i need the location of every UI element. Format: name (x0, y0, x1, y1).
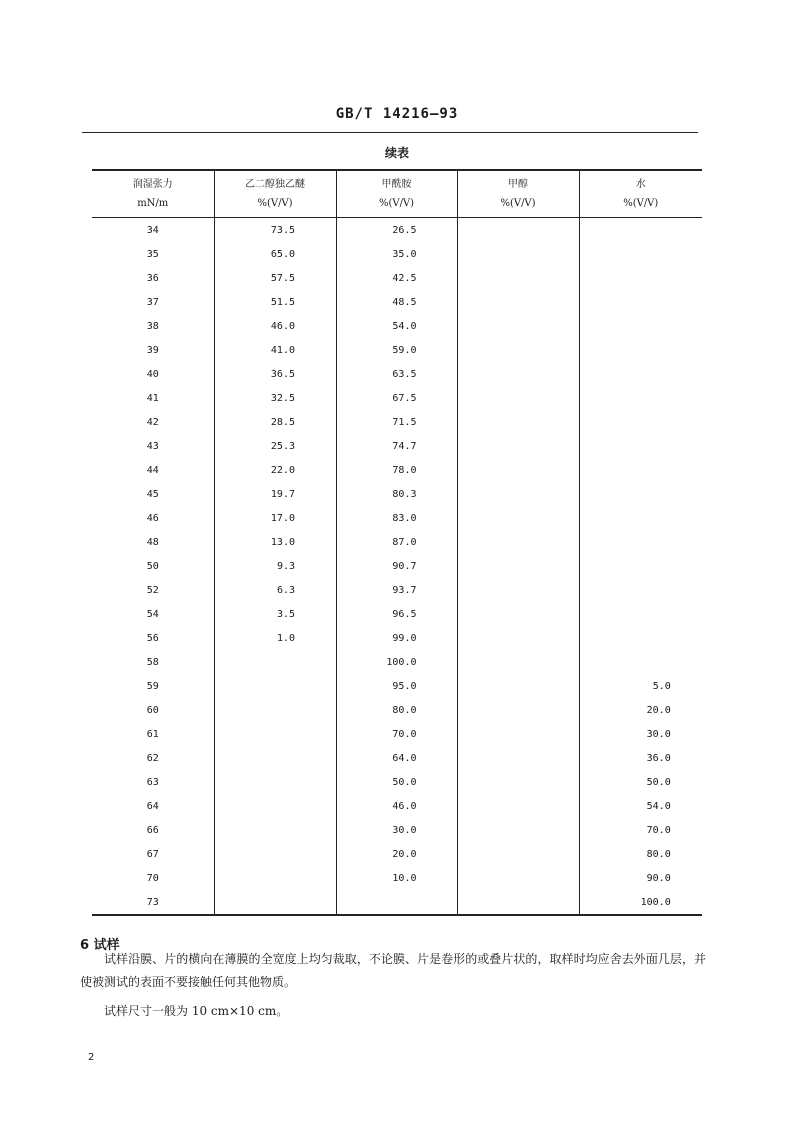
table-row (92, 482, 702, 506)
cell-value: 46.0 (270, 320, 295, 332)
cell-value: 10.0 (392, 872, 417, 884)
methanol-cell (457, 314, 579, 338)
cell-value: 22.0 (270, 464, 295, 476)
water-cell (579, 746, 702, 770)
cell-value: 67 (146, 848, 159, 860)
wetting-tension-cell (92, 362, 214, 386)
cell-value: 6.3 (276, 584, 295, 596)
water-cell (579, 674, 702, 698)
wetting-tension-cell (92, 842, 214, 866)
table-row (92, 290, 702, 314)
col-name: 甲酰胺 (381, 179, 412, 190)
table-body (92, 218, 702, 916)
cell-value: 54 (146, 608, 159, 620)
methanol-cell (457, 722, 579, 746)
wetting-tension-cell (92, 410, 214, 434)
cell-value: 67.5 (392, 392, 417, 404)
water-cell (579, 650, 702, 674)
wetting-tension-cell (92, 482, 214, 506)
formamide-cell (336, 578, 457, 602)
glycol-ether-cell (214, 602, 336, 626)
wetting-tension-cell (92, 650, 214, 674)
col-header-wetting-tension (92, 170, 214, 218)
table-row (92, 746, 702, 770)
water-cell (579, 890, 702, 915)
glycol-ether-cell (214, 626, 336, 650)
cell-value: 39 (146, 344, 159, 356)
col-header-methanol (457, 170, 579, 218)
glycol-ether-cell (214, 554, 336, 578)
methanol-cell (457, 530, 579, 554)
water-cell (579, 818, 702, 842)
formamide-cell (336, 242, 457, 266)
formamide-cell (336, 698, 457, 722)
wetting-tension-cell (92, 554, 214, 578)
wetting-tension-cell (92, 578, 214, 602)
glycol-ether-cell (214, 770, 336, 794)
cell-value: 63.5 (392, 368, 417, 380)
water-cell (579, 794, 702, 818)
page-number: 2 (88, 1052, 95, 1063)
table-row (92, 434, 702, 458)
table-row (92, 386, 702, 410)
methanol-cell (457, 698, 579, 722)
glycol-ether-cell (214, 506, 336, 530)
cell-value: 56 (146, 632, 159, 644)
water-cell (579, 626, 702, 650)
water-cell (579, 242, 702, 266)
wetting-tension-table (92, 169, 702, 916)
methanol-cell (457, 218, 579, 243)
wetting-tension-cell (92, 218, 214, 243)
methanol-cell (457, 650, 579, 674)
table-row (92, 314, 702, 338)
cell-value: 46.0 (392, 800, 417, 812)
table-row (92, 578, 702, 602)
formamide-cell (336, 770, 457, 794)
water-cell (579, 842, 702, 866)
wetting-tension-cell (92, 290, 214, 314)
col-header-formamide (336, 170, 457, 218)
cell-value: 13.0 (270, 536, 295, 548)
glycol-ether-cell (214, 746, 336, 770)
col-name: 水 (635, 179, 646, 190)
col-unit: %(V/V) (378, 198, 415, 209)
cell-value: 30.0 (646, 728, 671, 740)
table-row (92, 770, 702, 794)
formamide-cell (336, 722, 457, 746)
table-row (92, 626, 702, 650)
formamide-cell (336, 530, 457, 554)
methanol-cell (457, 890, 579, 915)
table-row (92, 530, 702, 554)
methanol-cell (457, 338, 579, 362)
cell-value: 19.7 (270, 488, 295, 500)
cell-value: 35.0 (392, 248, 417, 260)
standard-number-header: GB/T 14216—93 (335, 106, 459, 122)
water-cell (579, 554, 702, 578)
cell-value: 71.5 (392, 416, 417, 428)
glycol-ether-cell (214, 866, 336, 890)
methanol-cell (457, 410, 579, 434)
cell-value: 45 (146, 488, 159, 500)
cell-value: 64.0 (392, 752, 417, 764)
glycol-ether-cell (214, 674, 336, 698)
methanol-cell (457, 602, 579, 626)
formamide-cell (336, 338, 457, 362)
table-row (92, 242, 702, 266)
cell-value: 36.0 (646, 752, 671, 764)
methanol-cell (457, 266, 579, 290)
glycol-ether-cell (214, 386, 336, 410)
cell-value: 60 (146, 704, 159, 716)
cell-value: 48 (146, 536, 159, 548)
cell-value: 36 (146, 272, 159, 284)
cell-value: 34 (146, 224, 159, 236)
glycol-ether-cell (214, 818, 336, 842)
cell-value: 50 (146, 560, 159, 572)
methanol-cell (457, 674, 579, 698)
methanol-cell (457, 242, 579, 266)
methanol-cell (457, 578, 579, 602)
formamide-cell (336, 290, 457, 314)
wetting-tension-cell (92, 818, 214, 842)
cell-value: 59.0 (392, 344, 417, 356)
table-row (92, 458, 702, 482)
cell-value: 100.0 (640, 896, 671, 908)
cell-value: 54.0 (646, 800, 671, 812)
cell-value: 59 (146, 680, 159, 692)
water-cell (579, 386, 702, 410)
cell-value: 40 (146, 368, 159, 380)
wetting-tension-cell (92, 890, 214, 915)
cell-value: 1.0 (276, 632, 295, 644)
wetting-tension-cell (92, 506, 214, 530)
water-cell (579, 410, 702, 434)
cell-value: 54.0 (392, 320, 417, 332)
methanol-cell (457, 746, 579, 770)
formamide-cell (336, 410, 457, 434)
glycol-ether-cell (214, 890, 336, 915)
methanol-cell (457, 506, 579, 530)
cell-value: 99.0 (392, 632, 417, 644)
cell-value: 41.0 (270, 344, 295, 356)
table-row (92, 338, 702, 362)
table-header-row (92, 170, 702, 218)
cell-value: 20.0 (392, 848, 417, 860)
cell-value: 37 (146, 296, 159, 308)
cell-value: 50.0 (392, 776, 417, 788)
cell-value: 65.0 (270, 248, 295, 260)
col-header-ethylene-glycol-monoethyl-ether (214, 170, 336, 218)
glycol-ether-cell (214, 338, 336, 362)
formamide-cell (336, 674, 457, 698)
glycol-ether-cell (214, 434, 336, 458)
wetting-tension-cell (92, 266, 214, 290)
cell-value: 25.3 (270, 440, 295, 452)
cell-value: 32.5 (270, 392, 295, 404)
formamide-cell (336, 602, 457, 626)
water-cell (579, 698, 702, 722)
formamide-cell (336, 626, 457, 650)
table-row (92, 602, 702, 626)
cell-value: 73.5 (270, 224, 295, 236)
wetting-tension-cell (92, 434, 214, 458)
water-cell (579, 218, 702, 243)
wetting-tension-cell (92, 242, 214, 266)
formamide-cell (336, 266, 457, 290)
water-cell (579, 314, 702, 338)
table-row (92, 506, 702, 530)
water-cell (579, 578, 702, 602)
cell-value: 78.0 (392, 464, 417, 476)
cell-value: 5.0 (652, 680, 671, 692)
table-row (92, 266, 702, 290)
formamide-cell (336, 554, 457, 578)
water-cell (579, 530, 702, 554)
cell-value: 96.5 (392, 608, 417, 620)
section-title: 6 试样 (80, 938, 120, 953)
methanol-cell (457, 794, 579, 818)
water-cell (579, 506, 702, 530)
formamide-cell (336, 890, 457, 915)
wetting-tension-cell (92, 746, 214, 770)
formamide-cell (336, 506, 457, 530)
glycol-ether-cell (214, 794, 336, 818)
glycol-ether-cell (214, 314, 336, 338)
water-cell (579, 866, 702, 890)
col-unit: %(V/V) (500, 198, 536, 209)
cell-value: 36.5 (270, 368, 295, 380)
cell-value: 83.0 (392, 512, 417, 524)
formamide-cell (336, 842, 457, 866)
section-paragraph: 试样尺寸一般为 10 cm×10 cm。 (104, 1004, 289, 1018)
glycol-ether-cell (214, 362, 336, 386)
wetting-tension-cell (92, 722, 214, 746)
cell-value: 95.0 (392, 680, 417, 692)
col-name: 甲醇 (508, 179, 528, 190)
methanol-cell (457, 554, 579, 578)
wetting-tension-cell (92, 626, 214, 650)
cell-value: 9.3 (276, 560, 295, 572)
table-row (92, 722, 702, 746)
cell-value: 73 (146, 896, 159, 908)
col-unit: mN/m (137, 198, 169, 209)
cell-value: 61 (146, 728, 159, 740)
wetting-tension-cell (92, 386, 214, 410)
cell-value: 48.5 (392, 296, 417, 308)
cell-value: 43 (146, 440, 159, 452)
water-cell (579, 290, 702, 314)
col-name: 润湿张力 (132, 179, 173, 190)
methanol-cell (457, 386, 579, 410)
water-cell (579, 266, 702, 290)
header-rule (82, 132, 698, 133)
wetting-tension-cell (92, 866, 214, 890)
cell-value: 35 (146, 248, 159, 260)
cell-value: 70.0 (646, 824, 671, 836)
cell-value: 87.0 (392, 536, 417, 548)
wetting-tension-cell (92, 698, 214, 722)
cell-value: 100.0 (386, 656, 417, 668)
table-row (92, 866, 702, 890)
glycol-ether-cell (214, 698, 336, 722)
water-cell (579, 458, 702, 482)
cell-value: 74.7 (392, 440, 417, 452)
water-cell (579, 482, 702, 506)
table-row (92, 842, 702, 866)
formamide-cell (336, 314, 457, 338)
formamide-cell (336, 458, 457, 482)
cell-value: 80.0 (646, 848, 671, 860)
glycol-ether-cell (214, 530, 336, 554)
wetting-tension-cell (92, 314, 214, 338)
formamide-cell (336, 386, 457, 410)
cell-value: 44 (146, 464, 159, 476)
cell-value: 58 (146, 656, 159, 668)
table-row (92, 362, 702, 386)
cell-value: 66 (146, 824, 159, 836)
cell-value: 20.0 (646, 704, 671, 716)
cell-value: 80.0 (392, 704, 417, 716)
glycol-ether-cell (214, 242, 336, 266)
table-row (92, 218, 702, 243)
table-row (92, 554, 702, 578)
formamide-cell (336, 650, 457, 674)
glycol-ether-cell (214, 842, 336, 866)
cell-value: 41 (146, 392, 159, 404)
water-cell (579, 770, 702, 794)
water-cell (579, 338, 702, 362)
cell-value: 90.7 (392, 560, 417, 572)
table-row (92, 698, 702, 722)
table-row (92, 650, 702, 674)
formamide-cell (336, 362, 457, 386)
cell-value: 80.3 (392, 488, 417, 500)
water-cell (579, 722, 702, 746)
cell-value: 42 (146, 416, 159, 428)
cell-value: 64 (146, 800, 159, 812)
table-row (92, 410, 702, 434)
methanol-cell (457, 434, 579, 458)
methanol-cell (457, 290, 579, 314)
methanol-cell (457, 818, 579, 842)
wetting-tension-cell (92, 458, 214, 482)
col-unit: %(V/V) (623, 198, 659, 209)
wetting-tension-cell (92, 530, 214, 554)
glycol-ether-cell (214, 722, 336, 746)
wetting-tension-cell (92, 602, 214, 626)
cell-value: 52 (146, 584, 159, 596)
water-cell (579, 434, 702, 458)
cell-value: 26.5 (392, 224, 417, 236)
glycol-ether-cell (214, 218, 336, 243)
cell-value: 90.0 (646, 872, 671, 884)
glycol-ether-cell (214, 266, 336, 290)
cell-value: 46 (146, 512, 159, 524)
section-paragraph: 试样沿膜、片的横向在薄膜的全宽度上均匀裁取，不论膜、片是卷形的或叠片状的，取样时均应舍去外面几层，并使被测试的表面不要接触任何其他物质。 (80, 952, 706, 989)
wetting-tension-cell (92, 338, 214, 362)
glycol-ether-cell (214, 482, 336, 506)
glycol-ether-cell (214, 290, 336, 314)
cell-value: 38 (146, 320, 159, 332)
cell-value: 57.5 (270, 272, 295, 284)
wetting-tension-cell (92, 674, 214, 698)
methanol-cell (457, 770, 579, 794)
cell-value: 70.0 (392, 728, 417, 740)
cell-value: 42.5 (392, 272, 417, 284)
table-row (92, 818, 702, 842)
cell-value: 28.5 (270, 416, 295, 428)
table-caption: 续表 (384, 146, 409, 160)
water-cell (579, 602, 702, 626)
table-row (92, 674, 702, 698)
formamide-cell (336, 746, 457, 770)
wetting-tension-cell (92, 770, 214, 794)
methanol-cell (457, 842, 579, 866)
cell-value: 51.5 (270, 296, 295, 308)
formamide-cell (336, 482, 457, 506)
table-row (92, 794, 702, 818)
glycol-ether-cell (214, 578, 336, 602)
methanol-cell (457, 362, 579, 386)
col-name: 乙二醇独乙醚 (245, 179, 305, 190)
formamide-cell (336, 218, 457, 243)
formamide-cell (336, 434, 457, 458)
glycol-ether-cell (214, 650, 336, 674)
water-cell (579, 362, 702, 386)
cell-value: 93.7 (392, 584, 417, 596)
table-row (92, 890, 702, 915)
cell-value: 63 (146, 776, 159, 788)
glycol-ether-cell (214, 458, 336, 482)
cell-value: 3.5 (276, 608, 295, 620)
cell-value: 62 (146, 752, 159, 764)
methanol-cell (457, 866, 579, 890)
col-unit: %(V/V) (257, 198, 293, 209)
wetting-tension-cell (92, 794, 214, 818)
cell-value: 17.0 (270, 512, 295, 524)
col-header-water (579, 170, 702, 218)
cell-value: 50.0 (646, 776, 671, 788)
formamide-cell (336, 794, 457, 818)
methanol-cell (457, 482, 579, 506)
cell-value: 30.0 (392, 824, 417, 836)
cell-value: 70 (146, 872, 159, 884)
methanol-cell (457, 458, 579, 482)
formamide-cell (336, 866, 457, 890)
methanol-cell (457, 626, 579, 650)
formamide-cell (336, 818, 457, 842)
glycol-ether-cell (214, 410, 336, 434)
